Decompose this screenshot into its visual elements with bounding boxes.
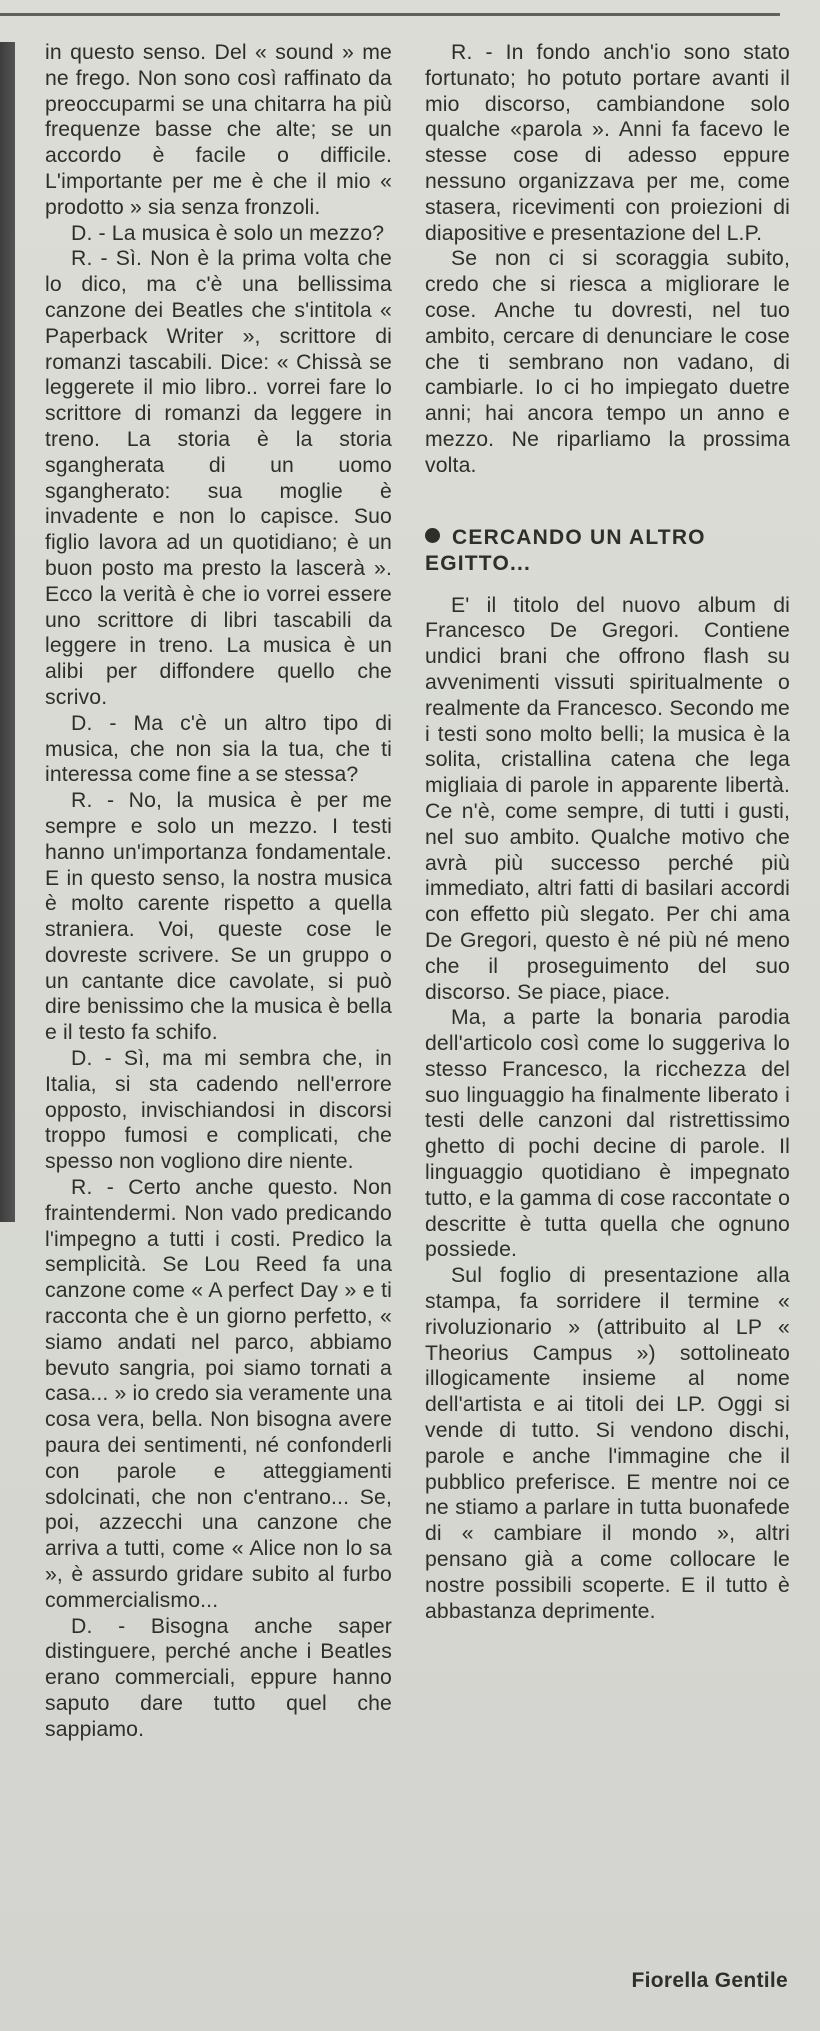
paragraph: Sul foglio di presentazione alla stampa, fa sorridere il termine « rivoluzionario » (attribuito al LP « Theorius Campus ») sottolineato illogicamente insieme al nome dell'artista e ai titoli dei LP. Oggi si vende di tutto. Si vendono dischi, parole e anche l'immagine che il pubblico preferisce. E mentre noi ce ne stiamo a parlare in tutta buonafede di « cambiare il mondo », altri pensano già a come collocare le nostre possibili scoperte. E il tutto è abbastanza deprimente. — [425, 1264, 790, 1623]
paragraph-answer: R. - Certo anche questo. Non fraintendermi. Non vado predicando l'impegno a tutti i costi. Predico la semplicità. Se Lou Reed fa una canzone come « A perfect Day » e ti racconta che è un giorno perfetto, « siamo andati nel parco, abbiamo bevuto sangria, poi siamo tornati a casa... » io credo sia veramente una cosa vera, bella. Non bisogna avere paura dei sentimenti, né confonderli con parole e atteggiamenti sdolcinati, che non c'entrano... Se, poi, azzecchi una canzone che arriva a tutti, come « Alice non lo sa », è assurdo gridare subito al furbo commercialismo... — [45, 1176, 392, 1612]
paragraph-question: D. - Bisogna anche saper distinguere, perché anche i Beatles erano commerciali, eppure hanno saputo dare tutto quel che sappiamo. — [45, 1614, 392, 1741]
author-signature: Fiorella Gentile — [631, 1969, 788, 1992]
left-edge-dark-strip — [0, 42, 15, 1222]
paragraph-question: D. - Ma c'è un altro tipo di musica, che non sia la tua, che ti interessa come fine a se stessa? — [45, 711, 392, 787]
paragraph-question: D. - La musica è solo un mezzo? — [71, 221, 385, 245]
paragraph: Ma, a parte la bonaria parodia dell'articolo così come lo suggeriva lo stesso Francesco, la ricchezza del suo linguaggio ha finalmente liberato i testi delle canzoni dal ristrettissimo ghetto di pochi decine di parole. Il linguaggio quotidiano è impegnato tutto, e la gamma di cose raccontate o descritte è tutta quella che ognuno possiede. — [425, 1006, 790, 1262]
section-heading-text: CERCANDO UN ALTRO EGITTO... — [425, 525, 706, 575]
paragraph-answer: R. - No, la musica è per me sempre e solo un mezzo. I testi hanno un'importanza fondamentale. E in questo senso, la nostra musica è molto carente rispetto a quella straniera. Voi, queste cose le dovreste scrivere. Se un gruppo o un cantante dice cavolate, si può dire benissimo che la musica è bella e il testo fa schifo. — [45, 789, 392, 1045]
paragraph: E' il titolo del nuovo album di Francesco De Gregori. Contiene undici brani che offrono flash su avvenimenti vissuti spiritualmente o realmente da Francesco. Secondo me i testi sono molto belli; la musica è la solita, cristallina catena che lega migliaia di parole in apparente libertà. Ce n'è, come sempre, di tutti i gusti, nel suo ambito. Qualche motivo che avrà più successo perché più immediato, altri fatti di basilari accordi con effetto più slegato. Per chi ama De Gregori, questo è né più né meno che il proseguimento del suo discorso. Se piace, piace. — [425, 593, 790, 1004]
paragraph: Se non ci si scoraggia subito, credo che si riesca a migliorare le cose. Anche tu dovresti, nel tuo ambito, cercare di denunciare le cose che ti sembrano non vadano, di cambiarle. Io ci ho impiegato duetre anni; hai ancora tempo un anno e mezzo. Ne riparliamo la prossima volta. — [425, 247, 790, 477]
right-column — [425, 40, 790, 1624]
bullet-dot-icon — [425, 528, 440, 543]
paragraph: in questo senso. Del « sound » me ne frego. Non sono così raffinato da preoccuparmi se una chitarra ha più frequenze basse che alte; se un accordo è facile o difficile. L'importante per me è che il mio « prodotto » sia senza fronzoli. — [45, 41, 392, 219]
paragraph-question: D. - Sì, ma mi sembra che, in Italia, si sta cadendo nell'errore opposto, invischiandosi in discorsi troppo fumosi e complicati, che spesso non vogliono dire niente. — [45, 1047, 392, 1174]
top-divider-rule — [0, 13, 780, 16]
paragraph-answer: R. - Sì. Non è la prima volta che lo dico, ma c'è una bellissima canzone dei Beatles che s'intitola « Paperback Writer », scrittore di romanzi tascabili. Dice: « Chissà se leggerete il mio libro.. vorrei fare lo scrittore di romanzi da leggere in treno. La storia è la storia sgangherata di un uomo sgangherato: sua moglie è invadente e non lo capisce. Suo figlio lavora ad un quotidiano; è un buon posto ma presto la lascerà ». Ecco la verità è che io vorrei essere uno scrittore di libri tascabili da leggere in treno. La musica è un alibi per diffondere quello che scrivo. — [45, 247, 392, 709]
paragraph-answer: R. - In fondo anch'io sono stato fortunato; ho potuto portare avanti il mio discorso, cambiandone solo qualche «parola ». Anni fa facevo le stesse cose di adesso eppure nessuno organizzava per me, come stasera, ricevimenti con proiezioni di diapositive e presentazione del L.P. — [425, 41, 790, 245]
left-column — [45, 40, 392, 1743]
section-heading — [425, 525, 790, 577]
